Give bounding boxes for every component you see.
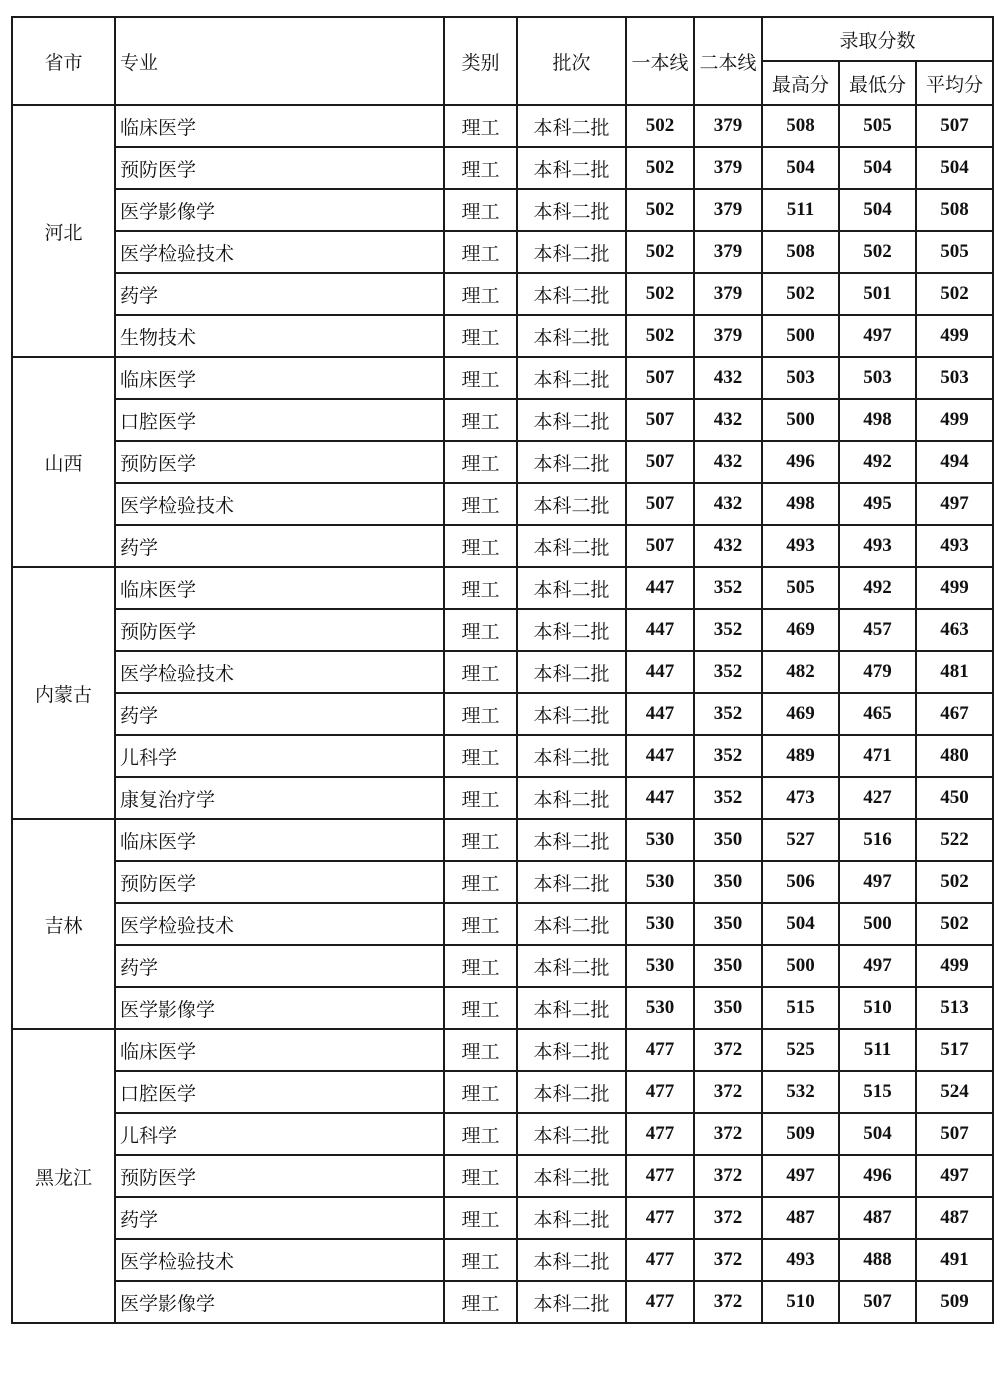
header-batch: 批次	[517, 17, 626, 105]
avg-cell: 499	[916, 945, 993, 987]
major-cell: 药学	[115, 273, 444, 315]
line1-cell: 530	[626, 861, 694, 903]
table-row	[12, 693, 993, 735]
min-cell: 496	[839, 1155, 916, 1197]
avg-cell: 463	[916, 609, 993, 651]
batch-cell: 本科二批	[517, 441, 626, 483]
max-cell: 509	[762, 1113, 839, 1155]
max-cell: 469	[762, 609, 839, 651]
line1-cell: 502	[626, 147, 694, 189]
major-cell: 预防医学	[115, 441, 444, 483]
major-cell: 医学检验技术	[115, 483, 444, 525]
min-cell: 495	[839, 483, 916, 525]
table-row	[12, 525, 993, 567]
avg-cell: 502	[916, 273, 993, 315]
min-cell: 504	[839, 1113, 916, 1155]
line2-cell: 379	[694, 273, 762, 315]
category-cell: 理工	[444, 567, 517, 609]
category-cell: 理工	[444, 819, 517, 861]
avg-cell: 507	[916, 1113, 993, 1155]
min-cell: 471	[839, 735, 916, 777]
category-cell: 理工	[444, 735, 517, 777]
table-row	[12, 1239, 993, 1281]
batch-cell: 本科二批	[517, 1113, 626, 1155]
category-cell: 理工	[444, 609, 517, 651]
header-province: 省市	[12, 17, 115, 105]
batch-cell: 本科二批	[517, 903, 626, 945]
major-cell: 口腔医学	[115, 399, 444, 441]
min-cell: 503	[839, 357, 916, 399]
major-cell: 预防医学	[115, 861, 444, 903]
category-cell: 理工	[444, 903, 517, 945]
header-min: 最低分	[839, 61, 916, 105]
min-cell: 497	[839, 945, 916, 987]
table-row	[12, 189, 993, 231]
line1-cell: 447	[626, 735, 694, 777]
max-cell: 489	[762, 735, 839, 777]
header-avg: 平均分	[916, 61, 993, 105]
table-row	[12, 315, 993, 357]
min-cell: 492	[839, 567, 916, 609]
avg-cell: 513	[916, 987, 993, 1029]
batch-cell: 本科二批	[517, 945, 626, 987]
category-cell: 理工	[444, 1029, 517, 1071]
line2-cell: 352	[694, 567, 762, 609]
min-cell: 507	[839, 1281, 916, 1323]
batch-cell: 本科二批	[517, 483, 626, 525]
line2-cell: 352	[694, 777, 762, 819]
category-cell: 理工	[444, 483, 517, 525]
batch-cell: 本科二批	[517, 777, 626, 819]
min-cell: 492	[839, 441, 916, 483]
max-cell: 482	[762, 651, 839, 693]
table-row	[12, 399, 993, 441]
line2-cell: 352	[694, 609, 762, 651]
province-cell: 黑龙江	[12, 1029, 115, 1323]
line1-cell: 447	[626, 693, 694, 735]
table-row	[12, 1071, 993, 1113]
table-row	[12, 609, 993, 651]
category-cell: 理工	[444, 357, 517, 399]
line2-cell: 432	[694, 399, 762, 441]
line2-cell: 352	[694, 651, 762, 693]
line2-cell: 372	[694, 1071, 762, 1113]
avg-cell: 494	[916, 441, 993, 483]
max-cell: 511	[762, 189, 839, 231]
line1-cell: 507	[626, 525, 694, 567]
line1-cell: 507	[626, 483, 694, 525]
avg-cell: 487	[916, 1197, 993, 1239]
max-cell: 500	[762, 315, 839, 357]
line1-cell: 530	[626, 819, 694, 861]
category-cell: 理工	[444, 315, 517, 357]
table-row	[12, 777, 993, 819]
major-cell: 临床医学	[115, 819, 444, 861]
max-cell: 493	[762, 525, 839, 567]
major-cell: 康复治疗学	[115, 777, 444, 819]
table-row	[12, 1029, 993, 1071]
category-cell: 理工	[444, 399, 517, 441]
line2-cell: 350	[694, 945, 762, 987]
avg-cell: 503	[916, 357, 993, 399]
avg-cell: 481	[916, 651, 993, 693]
header-max: 最高分	[762, 61, 839, 105]
avg-cell: 499	[916, 399, 993, 441]
line2-cell: 350	[694, 861, 762, 903]
avg-cell: 499	[916, 315, 993, 357]
table-row	[12, 819, 993, 861]
category-cell: 理工	[444, 1281, 517, 1323]
category-cell: 理工	[444, 945, 517, 987]
min-cell: 457	[839, 609, 916, 651]
category-cell: 理工	[444, 1071, 517, 1113]
line2-cell: 352	[694, 735, 762, 777]
max-cell: 515	[762, 987, 839, 1029]
line2-cell: 432	[694, 525, 762, 567]
batch-cell: 本科二批	[517, 693, 626, 735]
table-row	[12, 651, 993, 693]
header-score-group: 录取分数	[762, 17, 993, 61]
avg-cell: 499	[916, 567, 993, 609]
header-line2: 二本线	[694, 17, 762, 105]
avg-cell: 509	[916, 1281, 993, 1323]
batch-cell: 本科二批	[517, 105, 626, 147]
max-cell: 500	[762, 399, 839, 441]
line2-cell: 379	[694, 231, 762, 273]
max-cell: 496	[762, 441, 839, 483]
avg-cell: 493	[916, 525, 993, 567]
line2-cell: 432	[694, 483, 762, 525]
batch-cell: 本科二批	[517, 1239, 626, 1281]
line1-cell: 447	[626, 567, 694, 609]
category-cell: 理工	[444, 441, 517, 483]
line1-cell: 477	[626, 1113, 694, 1155]
province-cell: 山西	[12, 357, 115, 567]
batch-cell: 本科二批	[517, 861, 626, 903]
max-cell: 508	[762, 105, 839, 147]
min-cell: 504	[839, 147, 916, 189]
category-cell: 理工	[444, 693, 517, 735]
category-cell: 理工	[444, 861, 517, 903]
major-cell: 儿科学	[115, 735, 444, 777]
table-body	[12, 105, 993, 1323]
line2-cell: 350	[694, 819, 762, 861]
avg-cell: 522	[916, 819, 993, 861]
table-row	[12, 273, 993, 315]
header-row-1	[12, 17, 993, 61]
line1-cell: 447	[626, 651, 694, 693]
major-cell: 医学影像学	[115, 1281, 444, 1323]
min-cell: 505	[839, 105, 916, 147]
table-row	[12, 231, 993, 273]
avg-cell: 491	[916, 1239, 993, 1281]
line1-cell: 502	[626, 315, 694, 357]
line1-cell: 447	[626, 609, 694, 651]
max-cell: 497	[762, 1155, 839, 1197]
avg-cell: 504	[916, 147, 993, 189]
avg-cell: 497	[916, 1155, 993, 1197]
line1-cell: 530	[626, 987, 694, 1029]
major-cell: 医学影像学	[115, 189, 444, 231]
avg-cell: 505	[916, 231, 993, 273]
min-cell: 510	[839, 987, 916, 1029]
table-row	[12, 357, 993, 399]
avg-cell: 480	[916, 735, 993, 777]
major-cell: 药学	[115, 1197, 444, 1239]
min-cell: 498	[839, 399, 916, 441]
major-cell: 生物技术	[115, 315, 444, 357]
table-header	[12, 17, 993, 105]
category-cell: 理工	[444, 525, 517, 567]
batch-cell: 本科二批	[517, 1029, 626, 1071]
avg-cell: 524	[916, 1071, 993, 1113]
major-cell: 儿科学	[115, 1113, 444, 1155]
min-cell: 516	[839, 819, 916, 861]
line2-cell: 379	[694, 189, 762, 231]
batch-cell: 本科二批	[517, 987, 626, 1029]
batch-cell: 本科二批	[517, 231, 626, 273]
line1-cell: 477	[626, 1197, 694, 1239]
category-cell: 理工	[444, 231, 517, 273]
major-cell: 医学检验技术	[115, 1239, 444, 1281]
avg-cell: 497	[916, 483, 993, 525]
line2-cell: 432	[694, 441, 762, 483]
header-category: 类别	[444, 17, 517, 105]
max-cell: 505	[762, 567, 839, 609]
table-row	[12, 1281, 993, 1323]
line2-cell: 379	[694, 315, 762, 357]
major-cell: 预防医学	[115, 147, 444, 189]
category-cell: 理工	[444, 1113, 517, 1155]
major-cell: 临床医学	[115, 567, 444, 609]
batch-cell: 本科二批	[517, 273, 626, 315]
line1-cell: 477	[626, 1281, 694, 1323]
table-row	[12, 147, 993, 189]
table-row	[12, 945, 993, 987]
min-cell: 487	[839, 1197, 916, 1239]
major-cell: 临床医学	[115, 105, 444, 147]
batch-cell: 本科二批	[517, 819, 626, 861]
batch-cell: 本科二批	[517, 567, 626, 609]
category-cell: 理工	[444, 777, 517, 819]
major-cell: 临床医学	[115, 1029, 444, 1071]
batch-cell: 本科二批	[517, 147, 626, 189]
max-cell: 469	[762, 693, 839, 735]
table-row	[12, 483, 993, 525]
line1-cell: 502	[626, 273, 694, 315]
line1-cell: 447	[626, 777, 694, 819]
batch-cell: 本科二批	[517, 1281, 626, 1323]
min-cell: 500	[839, 903, 916, 945]
avg-cell: 502	[916, 861, 993, 903]
max-cell: 500	[762, 945, 839, 987]
table-row	[12, 735, 993, 777]
table-row	[12, 1155, 993, 1197]
line1-cell: 507	[626, 441, 694, 483]
table-row	[12, 987, 993, 1029]
line1-cell: 477	[626, 1071, 694, 1113]
batch-cell: 本科二批	[517, 525, 626, 567]
min-cell: 504	[839, 189, 916, 231]
line2-cell: 350	[694, 987, 762, 1029]
province-cell: 内蒙古	[12, 567, 115, 819]
avg-cell: 467	[916, 693, 993, 735]
min-cell: 497	[839, 315, 916, 357]
line1-cell: 502	[626, 231, 694, 273]
major-cell: 药学	[115, 945, 444, 987]
category-cell: 理工	[444, 651, 517, 693]
line2-cell: 379	[694, 147, 762, 189]
batch-cell: 本科二批	[517, 357, 626, 399]
max-cell: 525	[762, 1029, 839, 1071]
max-cell: 503	[762, 357, 839, 399]
line2-cell: 372	[694, 1281, 762, 1323]
major-cell: 口腔医学	[115, 1071, 444, 1113]
line2-cell: 372	[694, 1155, 762, 1197]
avg-cell: 517	[916, 1029, 993, 1071]
table-row	[12, 1113, 993, 1155]
max-cell: 527	[762, 819, 839, 861]
max-cell: 487	[762, 1197, 839, 1239]
avg-cell: 502	[916, 903, 993, 945]
line1-cell: 530	[626, 903, 694, 945]
max-cell: 510	[762, 1281, 839, 1323]
batch-cell: 本科二批	[517, 399, 626, 441]
min-cell: 497	[839, 861, 916, 903]
max-cell: 504	[762, 147, 839, 189]
max-cell: 502	[762, 273, 839, 315]
header-line1: 一本线	[626, 17, 694, 105]
min-cell: 488	[839, 1239, 916, 1281]
category-cell: 理工	[444, 1155, 517, 1197]
table-row	[12, 861, 993, 903]
table-row	[12, 441, 993, 483]
major-cell: 预防医学	[115, 609, 444, 651]
line2-cell: 432	[694, 357, 762, 399]
major-cell: 医学检验技术	[115, 651, 444, 693]
major-cell: 药学	[115, 525, 444, 567]
line1-cell: 507	[626, 357, 694, 399]
max-cell: 493	[762, 1239, 839, 1281]
avg-cell: 507	[916, 105, 993, 147]
batch-cell: 本科二批	[517, 735, 626, 777]
category-cell: 理工	[444, 147, 517, 189]
category-cell: 理工	[444, 105, 517, 147]
category-cell: 理工	[444, 1239, 517, 1281]
major-cell: 临床医学	[115, 357, 444, 399]
major-cell: 药学	[115, 693, 444, 735]
line2-cell: 372	[694, 1029, 762, 1071]
line2-cell: 352	[694, 693, 762, 735]
batch-cell: 本科二批	[517, 609, 626, 651]
max-cell: 508	[762, 231, 839, 273]
batch-cell: 本科二批	[517, 189, 626, 231]
line2-cell: 379	[694, 105, 762, 147]
line1-cell: 530	[626, 945, 694, 987]
max-cell: 506	[762, 861, 839, 903]
major-cell: 医学检验技术	[115, 231, 444, 273]
max-cell: 504	[762, 903, 839, 945]
max-cell: 473	[762, 777, 839, 819]
line1-cell: 477	[626, 1029, 694, 1071]
major-cell: 预防医学	[115, 1155, 444, 1197]
province-cell: 吉林	[12, 819, 115, 1029]
min-cell: 493	[839, 525, 916, 567]
batch-cell: 本科二批	[517, 1197, 626, 1239]
min-cell: 427	[839, 777, 916, 819]
batch-cell: 本科二批	[517, 651, 626, 693]
line1-cell: 507	[626, 399, 694, 441]
table-row	[12, 1197, 993, 1239]
admission-scores-table	[11, 16, 994, 1324]
table-container	[11, 16, 994, 1324]
line1-cell: 477	[626, 1155, 694, 1197]
line2-cell: 350	[694, 903, 762, 945]
province-cell: 河北	[12, 105, 115, 357]
avg-cell: 508	[916, 189, 993, 231]
category-cell: 理工	[444, 1197, 517, 1239]
table-row	[12, 903, 993, 945]
line2-cell: 372	[694, 1113, 762, 1155]
max-cell: 498	[762, 483, 839, 525]
line2-cell: 372	[694, 1197, 762, 1239]
min-cell: 465	[839, 693, 916, 735]
line1-cell: 502	[626, 189, 694, 231]
major-cell: 医学检验技术	[115, 903, 444, 945]
category-cell: 理工	[444, 273, 517, 315]
major-cell: 医学影像学	[115, 987, 444, 1029]
table-row	[12, 105, 993, 147]
line1-cell: 477	[626, 1239, 694, 1281]
max-cell: 532	[762, 1071, 839, 1113]
table-row	[12, 567, 993, 609]
batch-cell: 本科二批	[517, 1155, 626, 1197]
header-major: 专业	[115, 17, 444, 105]
min-cell: 511	[839, 1029, 916, 1071]
line1-cell: 502	[626, 105, 694, 147]
batch-cell: 本科二批	[517, 315, 626, 357]
avg-cell: 450	[916, 777, 993, 819]
min-cell: 502	[839, 231, 916, 273]
min-cell: 501	[839, 273, 916, 315]
category-cell: 理工	[444, 189, 517, 231]
batch-cell: 本科二批	[517, 1071, 626, 1113]
category-cell: 理工	[444, 987, 517, 1029]
line2-cell: 372	[694, 1239, 762, 1281]
min-cell: 479	[839, 651, 916, 693]
min-cell: 515	[839, 1071, 916, 1113]
